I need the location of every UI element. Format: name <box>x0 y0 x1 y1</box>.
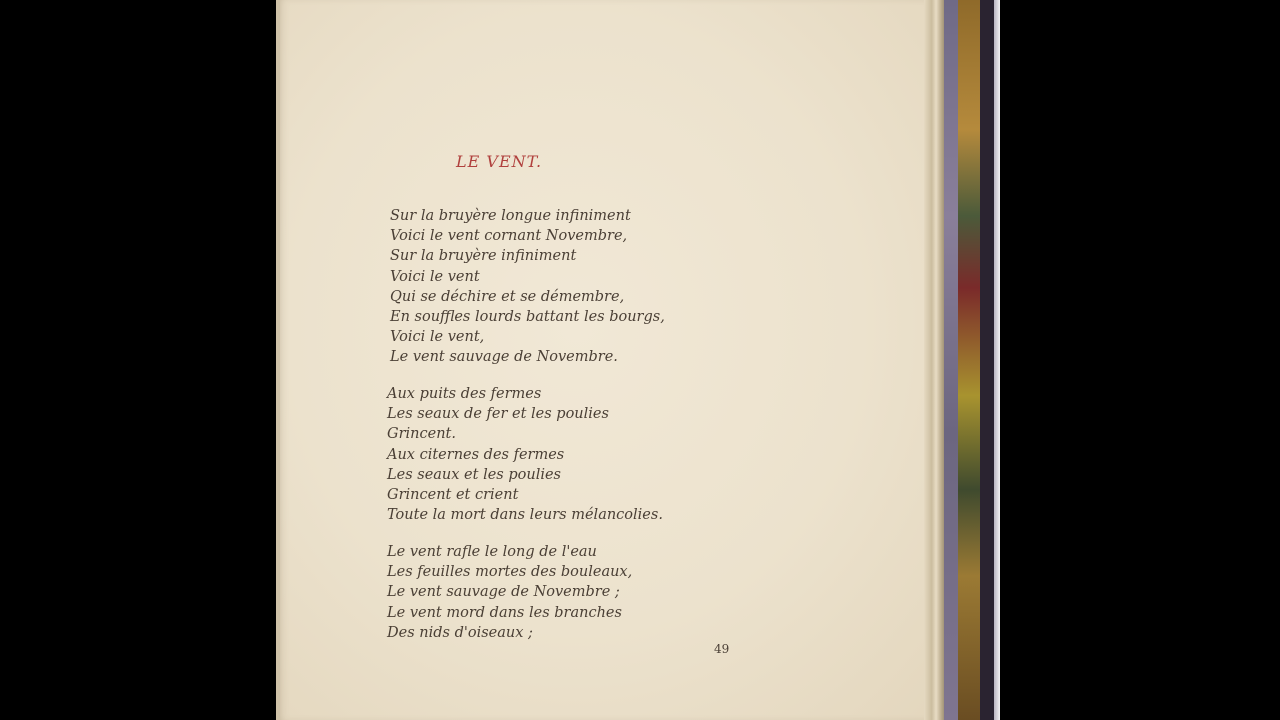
poem-line: Sur la bruyère longue infiniment <box>390 208 631 224</box>
marbled-cover <box>958 0 980 720</box>
page-gutter <box>276 0 280 720</box>
poem-line: Le vent mord dans les branches <box>387 604 622 621</box>
poem-line: Voici le vent <box>390 268 480 285</box>
stanza-2 <box>387 384 663 525</box>
page-number: 49 <box>714 642 730 656</box>
poem-line: En souffles lourds battant les bourgs, <box>390 309 665 326</box>
page-block-edge <box>924 0 946 720</box>
poem-line: Les feuilles mortes des bouleaux, <box>387 564 633 581</box>
stanza-1 <box>390 206 665 368</box>
poem-line: Voici le vent, <box>390 329 485 346</box>
book-page <box>276 0 944 720</box>
poem-line: Grincent et crient <box>387 487 519 504</box>
poem-line: Aux citernes des fermes <box>387 446 565 463</box>
poem-line: Le vent rafle le long de l'eau <box>387 544 597 560</box>
poem-title: LE VENT. <box>456 152 543 171</box>
poem-line: Les seaux et les poulies <box>387 466 561 483</box>
cover-edge <box>944 0 958 720</box>
poem-line: Aux puits des fermes <box>387 386 542 402</box>
poem-line: Le vent sauvage de Novembre ; <box>387 584 620 601</box>
stanza-3 <box>387 542 632 643</box>
poem-line: Toute la mort dans leurs mélancolies. <box>387 507 663 524</box>
poem-line: Qui se déchire et se démembre, <box>390 288 625 305</box>
book <box>276 0 1006 720</box>
poem-line: Grincent. <box>387 426 456 443</box>
cover-highlight <box>994 0 1000 720</box>
poem-line: Sur la bruyère infiniment <box>390 248 577 265</box>
poem-line: Voici le vent cornant Novembre, <box>390 228 628 245</box>
poem-line: Le vent sauvage de Novembre. <box>390 349 618 366</box>
poem-line: Des nids d'oiseaux ; <box>387 624 533 641</box>
poem-line: Les seaux de fer et les poulies <box>387 406 609 423</box>
